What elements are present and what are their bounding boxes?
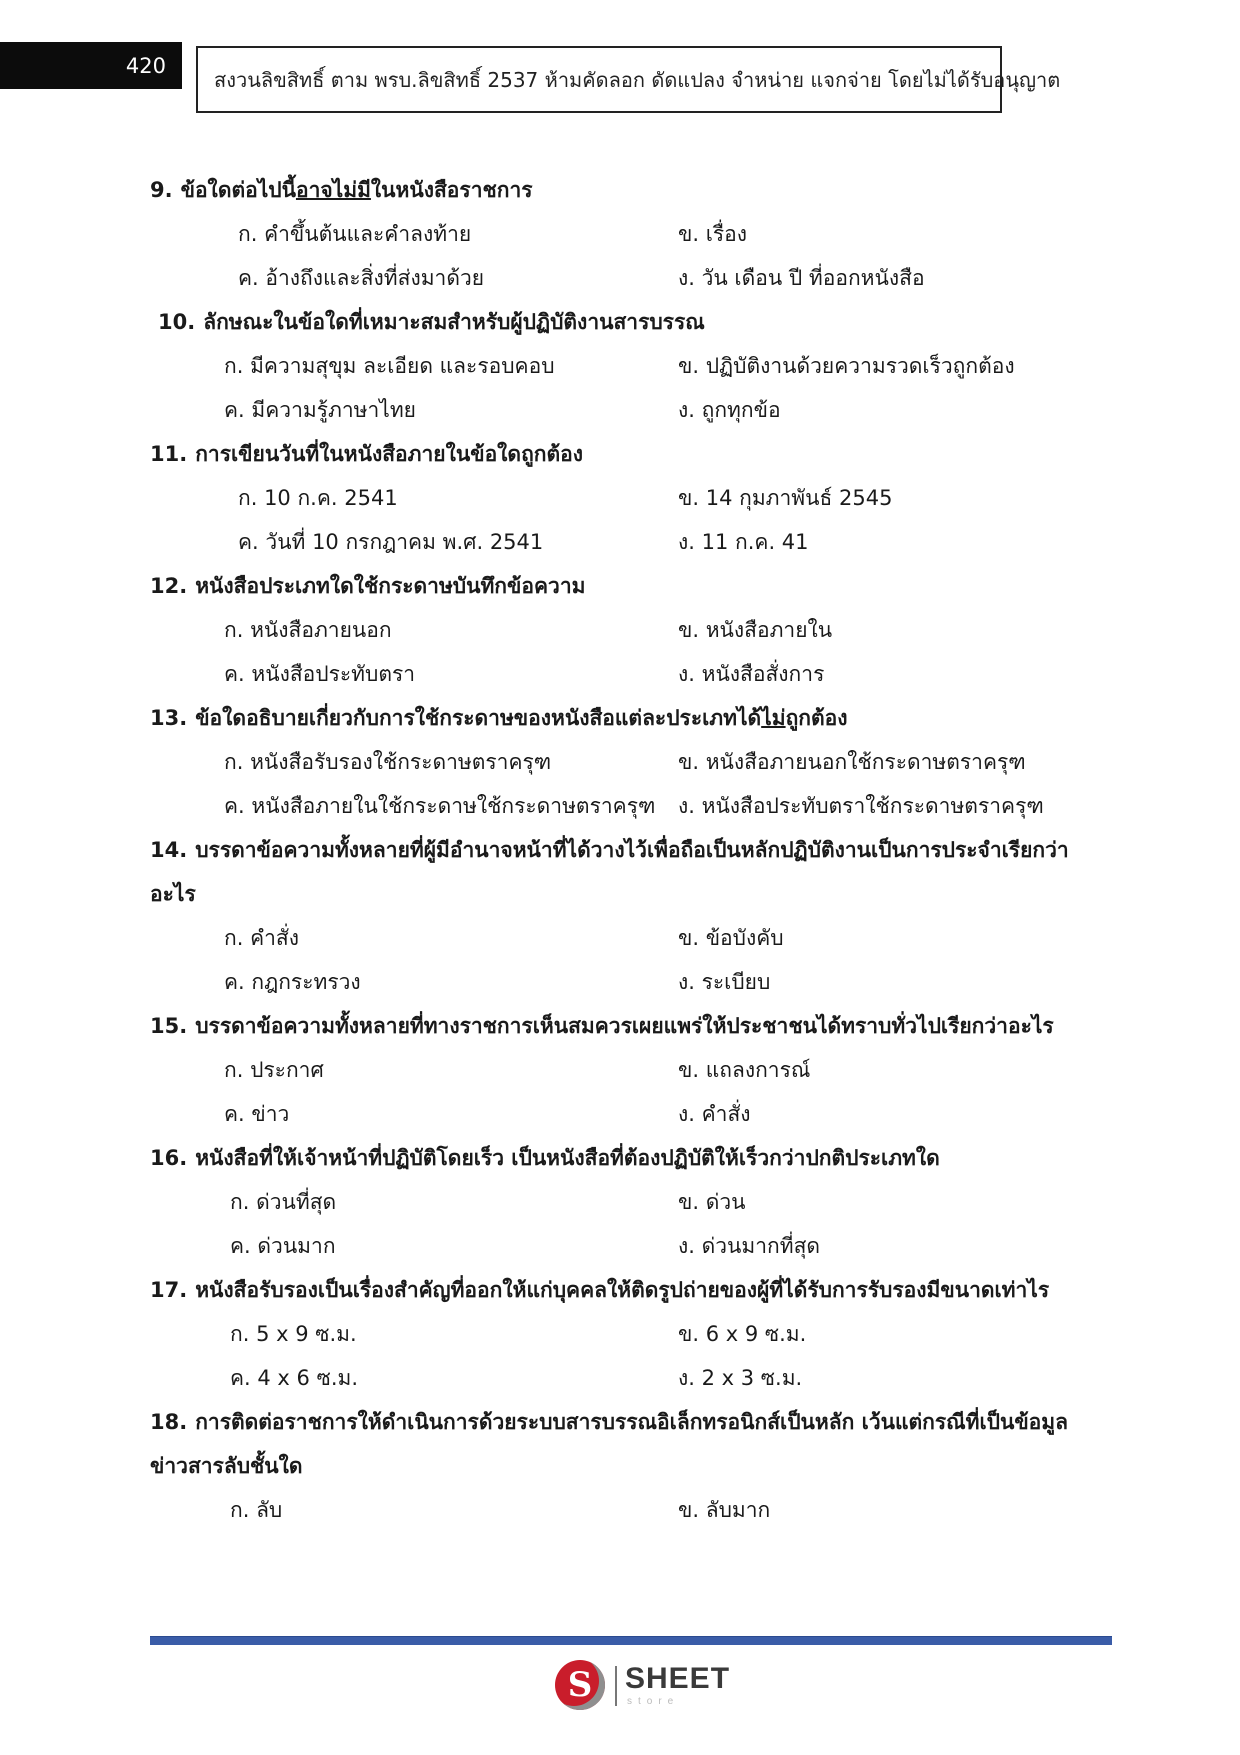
question-number: 14. (150, 838, 188, 862)
option-d: ง. หนังสือสั่งการ (678, 662, 825, 686)
option-a: ก. ด่วนที่สุด (230, 1190, 337, 1214)
option-d: ง. ถูกทุกข้อ (678, 398, 781, 422)
option-d: ง. 11 ก.ค. 41 (678, 530, 809, 554)
question-number: 13. (150, 706, 188, 730)
option-row (0, 916, 1240, 960)
option-c: ค. หนังสือประทับตรา (224, 662, 416, 686)
option-a: ก. ลับ (230, 1498, 283, 1522)
option-row (0, 1312, 1240, 1356)
question-text: ข้อใดต่อไปนี้อาจไม่มีในหนังสือราชการ (180, 178, 533, 202)
question-10 (0, 300, 1240, 344)
underlined-keyword: อาจไม่มี (295, 178, 371, 202)
option-c: ค. 4 x 6 ซ.ม. (230, 1366, 359, 1390)
option-c: ค. หนังสือภายในใช้กระดาษใช้กระดาษตราครุฑ (224, 794, 656, 818)
logo-separator (615, 1666, 617, 1706)
footer-divider (150, 1636, 1112, 1645)
option-a: ก. คำขึ้นต้นและคำลงท้าย (238, 222, 472, 246)
option-d: ง. ด่วนมากที่สุด (678, 1234, 821, 1258)
option-row (0, 1224, 1240, 1268)
option-row (0, 476, 1240, 520)
option-b: ข. ลับมาก (678, 1498, 771, 1522)
option-a: ก. 5 x 9 ซ.ม. (230, 1322, 357, 1346)
underlined-keyword: ไม่ (761, 706, 786, 730)
question-text: ลักษณะในข้อใดที่เหมาะสมสำหรับผู้ปฏิบัติงานสารบรรณ (203, 310, 705, 334)
question-text: ข้อใดอธิบายเกี่ยวกับการใช้กระดาษของหนังสือแต่ละประเภทได้ไม่ถูกต้อง (195, 706, 848, 730)
question-12 (0, 564, 1240, 608)
option-b: ข. เรื่อง (678, 222, 748, 246)
copyright-text: สงวนลิขสิทธิ์ ตาม พรบ.ลิขสิทธิ์ 2537 ห้ามคัดลอก ดัดแปลง จำหน่าย แจกจ่าย โดยไม่ได้รับอนุญาต (214, 67, 1061, 92)
option-row (0, 784, 1240, 828)
question-18 (0, 1400, 1070, 1488)
option-row (0, 1048, 1240, 1092)
question-number: 17. (150, 1278, 188, 1302)
sheet-store-logo (555, 1660, 735, 1716)
question-text: บรรดาข้อความทั้งหลายที่ผู้มีอำนาจหน้าที่ได้วางไว้เพื่อถือเป็นหลักปฏิบัติงานเป็นการประจำเรียกว่าอะไร (150, 838, 1069, 906)
option-row (0, 1180, 1240, 1224)
option-row (0, 960, 1240, 1004)
question-number: 18. (150, 1410, 188, 1434)
option-b: ข. แถลงการณ์ (678, 1058, 811, 1082)
option-b: ข. ด่วน (678, 1190, 746, 1214)
option-row (0, 344, 1240, 388)
question-number: 9. (150, 178, 173, 202)
option-a: ก. 10 ก.ค. 2541 (238, 486, 398, 510)
question-17 (0, 1268, 1240, 1312)
option-row (0, 740, 1240, 784)
option-c: ค. อ้างถึงและสิ่งที่ส่งมาด้วย (238, 266, 485, 290)
option-d: ง. คำสั่ง (678, 1102, 751, 1126)
question-text: การเขียนวันที่ในหนังสือภายในข้อใดถูกต้อง (195, 442, 584, 466)
option-c: ค. มีความรู้ภาษาไทย (224, 398, 416, 422)
option-row (0, 652, 1240, 696)
option-b: ข. 6 x 9 ซ.ม. (678, 1322, 807, 1346)
option-row (0, 608, 1240, 652)
question-16 (0, 1136, 1240, 1180)
option-a: ก. คำสั่ง (224, 926, 299, 950)
option-b: ข. หนังสือภายนอกใช้กระดาษตราครุฑ (678, 750, 1026, 774)
question-15 (0, 1004, 1070, 1048)
logo-subtitle: store (627, 1696, 680, 1707)
question-text: บรรดาข้อความทั้งหลายที่ทางราชการเห็นสมควรเผยแพร่ให้ประชาชนได้ทราบทั่วไปเรียกว่าอะไร (195, 1014, 1054, 1038)
option-a: ก. หนังสือรับรองใช้กระดาษตราครุฑ (224, 750, 552, 774)
option-c: ค. ข่าว (224, 1102, 290, 1126)
option-b: ข. ปฏิบัติงานด้วยความรวดเร็วถูกต้อง (678, 354, 1015, 378)
option-a: ก. ประกาศ (224, 1058, 324, 1082)
question-list (0, 168, 1240, 1532)
question-number: 10. (158, 310, 196, 334)
option-c: ค. ด่วนมาก (230, 1234, 336, 1258)
option-b: ข. หนังสือภายใน (678, 618, 833, 642)
option-b: ข. ข้อบังคับ (678, 926, 784, 950)
question-text: หนังสือประเภทใดใช้กระดาษบันทึกข้อความ (195, 574, 586, 598)
question-9 (0, 168, 1240, 212)
option-a: ก. หนังสือภายนอก (224, 618, 392, 642)
question-text: หนังสือรับรองเป็นเรื่องสำคัญที่ออกให้แก่บุคคลให้ติดรูปถ่ายของผู้ที่ได้รับการรับรองมีขนาดเท่าไร (195, 1278, 1050, 1302)
option-d: ง. วัน เดือน ปี ที่ออกหนังสือ (678, 266, 925, 290)
option-d: ง. 2 x 3 ซ.ม. (678, 1366, 803, 1390)
option-d: ง. หนังสือประทับตราใช้กระดาษตราครุฑ (678, 794, 1044, 818)
option-a: ก. มีความสุขุม ละเอียด และรอบคอบ (224, 354, 555, 378)
question-number: 15. (150, 1014, 188, 1038)
option-row (0, 1356, 1240, 1400)
question-text: การติดต่อราชการให้ดำเนินการด้วยระบบสารบรรณอิเล็กทรอนิกส์เป็นหลัก เว้นแต่กรณีที่เป็นข้อมูลข่าวสารลับชั้นใด (150, 1410, 1068, 1478)
option-row (0, 520, 1240, 564)
option-row (0, 256, 1240, 300)
option-row (0, 212, 1240, 256)
logo-wordmark: SHEET (625, 1662, 731, 1695)
page-number: 420 (0, 42, 182, 89)
question-number: 12. (150, 574, 188, 598)
option-row (0, 388, 1240, 432)
question-number: 16. (150, 1146, 188, 1170)
question-number: 11. (150, 442, 188, 466)
option-d: ง. ระเบียบ (678, 970, 771, 994)
question-13 (0, 696, 1240, 740)
option-row (0, 1092, 1240, 1136)
copyright-banner (196, 46, 1061, 113)
question-11 (0, 432, 1240, 476)
logo-s-icon: S (555, 1660, 605, 1710)
question-text: หนังสือที่ให้เจ้าหน้าที่ปฏิบัติโดยเร็ว เป็นหนังสือที่ต้องปฏิบัติให้เร็วกว่าปกติประเภทใด (195, 1146, 940, 1170)
option-b: ข. 14 กุมภาพันธ์ 2545 (678, 486, 893, 510)
question-14 (0, 828, 1070, 916)
option-c: ค. กฎกระทรวง (224, 970, 361, 994)
option-c: ค. วันที่ 10 กรกฎาคม พ.ศ. 2541 (238, 530, 544, 554)
option-row (0, 1488, 1240, 1532)
